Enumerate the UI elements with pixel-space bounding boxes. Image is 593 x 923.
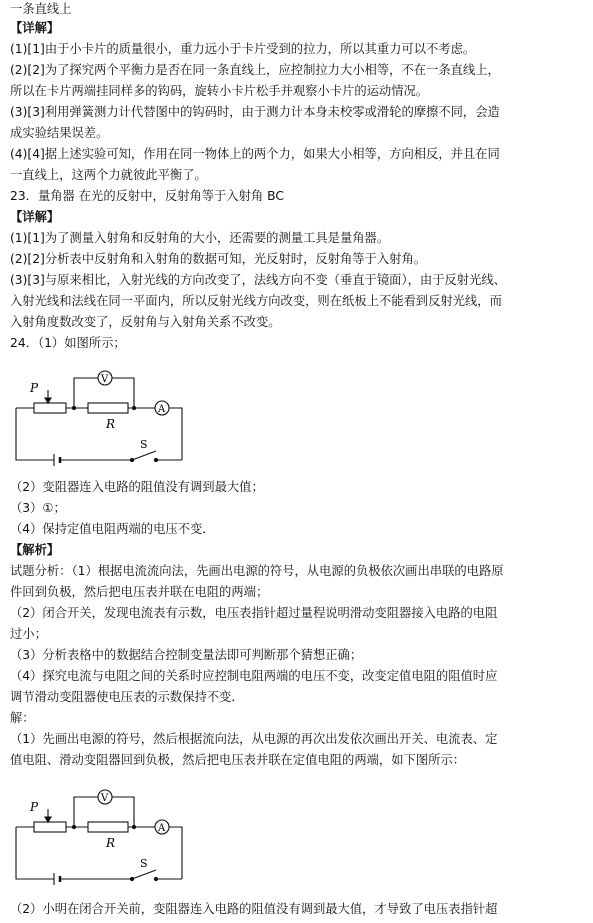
text-line: 调节滑动变阻器使电压表的示数保持不变． [10,690,244,704]
text-line: 试题分析：（1）根据电流流向法，先画出电源的符号，从电源的负极依次画出串联的电路原 [10,564,504,578]
text-line: （2）小明在闭合开关前，变阻器连入电路的阻值没有调到最大值，才导致了电压表指针超 [10,902,498,916]
text-line: (3)[3]与原来相比，入射光线的方向改变了，法线方向不变（垂直于镜面），由于反射光线、 [10,273,506,287]
answer-line: 24．（1）如图所示； [10,336,126,350]
text-line: (1)[1]为了测量入射角和反射角的大小，还需要的测量工具是量角器。 [10,231,390,245]
text-line: （2）闭合开关，发现电流表有示数，电压表指针超过量程说明滑动变阻器接入电路的电阻 [10,606,498,620]
resistor-label: R [106,836,116,850]
text-line: 入射光线和法线在同一平面内，所以反射光线方向改变，则在纸板上不能看到反射光线，而 [10,294,502,308]
text-line: （3）分析表格中的数据结合控制变量法即可判断那个猜想正确； [10,648,363,662]
switch-label: S [140,857,148,870]
section-heading: 【详解】 [10,210,60,224]
text-line: （4）探究电流与电阻之间的关系时应控制电阻两端的电压不变，改变定值电阻的阻值时应 [10,669,498,683]
switch-label: S [140,438,148,451]
section-heading: 【详解】 [10,21,60,35]
text-line: 一直线上，这两个力就彼此平衡了。 [10,168,207,182]
answer-line: （3）①； [10,501,66,515]
text-line: 入射角度数改变了，反射角与入射角关系不改变。 [10,315,281,329]
section-heading: 【解析】 [10,543,60,557]
rheostat-label: P [30,381,39,395]
circuit-diagram-2 [10,775,210,885]
voltmeter-label: V [101,793,109,804]
text-line: 值电阻、滑动变阻器回到负极，然后把电压表并联在定值电阻的两端，如下图所示： [10,753,465,767]
text-line: (3)[3]利用弹簧测力计代替图中的钩码时，由于测力计本身未校零或滑轮的摩擦不同，会造 [10,105,500,119]
text-line: 一条直线上 [10,2,72,16]
text-line: 解： [10,711,35,725]
text-line: (1)[1]由于小卡片的质量很小，重力远小于卡片受到的拉力，所以其重力可以不考虑。 [10,42,476,56]
answer-line: （2）变阻器连入电路的阻值没有调到最大值； [10,480,264,494]
text-line: 件回到负极，然后把电压表并联在电阻的两端； [10,585,269,599]
answer-line: （4）保持定值电阻两端的电压不变． [10,522,215,536]
answer-line: 23．量角器 在光的反射中，反射角等于入射角 BC [10,189,284,203]
text-line: (2)[2]为了探究两个平衡力是否在同一条直线上，应控制拉力大小相等，不在一条直线上， [10,63,500,77]
text-line: (2)[2]分析表中反射角和入射角的数据可知，光反射时，反射角等于入射角。 [10,252,427,266]
resistor-label: R [106,417,116,431]
rheostat-label: P [30,800,39,814]
text-line: (4)[4]据上述实验可知，作用在同一物体上的两个力，如果大小相等，方向相反，并且在同 [10,147,500,161]
text-line: 过小； [10,627,47,641]
text-line: （1）先画出电源的符号，然后根据流向法，从电源的再次出发依次画出开关、电流表、定 [10,732,498,746]
text-line: 所以在卡片两端挂同样多的钩码，旋转小卡片松手并观察小卡片的运动情况。 [10,84,429,98]
ammeter-label: A [158,823,166,834]
voltmeter-label: V [101,374,109,385]
circuit-diagram-1 [10,356,210,466]
ammeter-label: A [158,404,166,415]
text-line: 成实验结果误差。 [10,126,109,140]
